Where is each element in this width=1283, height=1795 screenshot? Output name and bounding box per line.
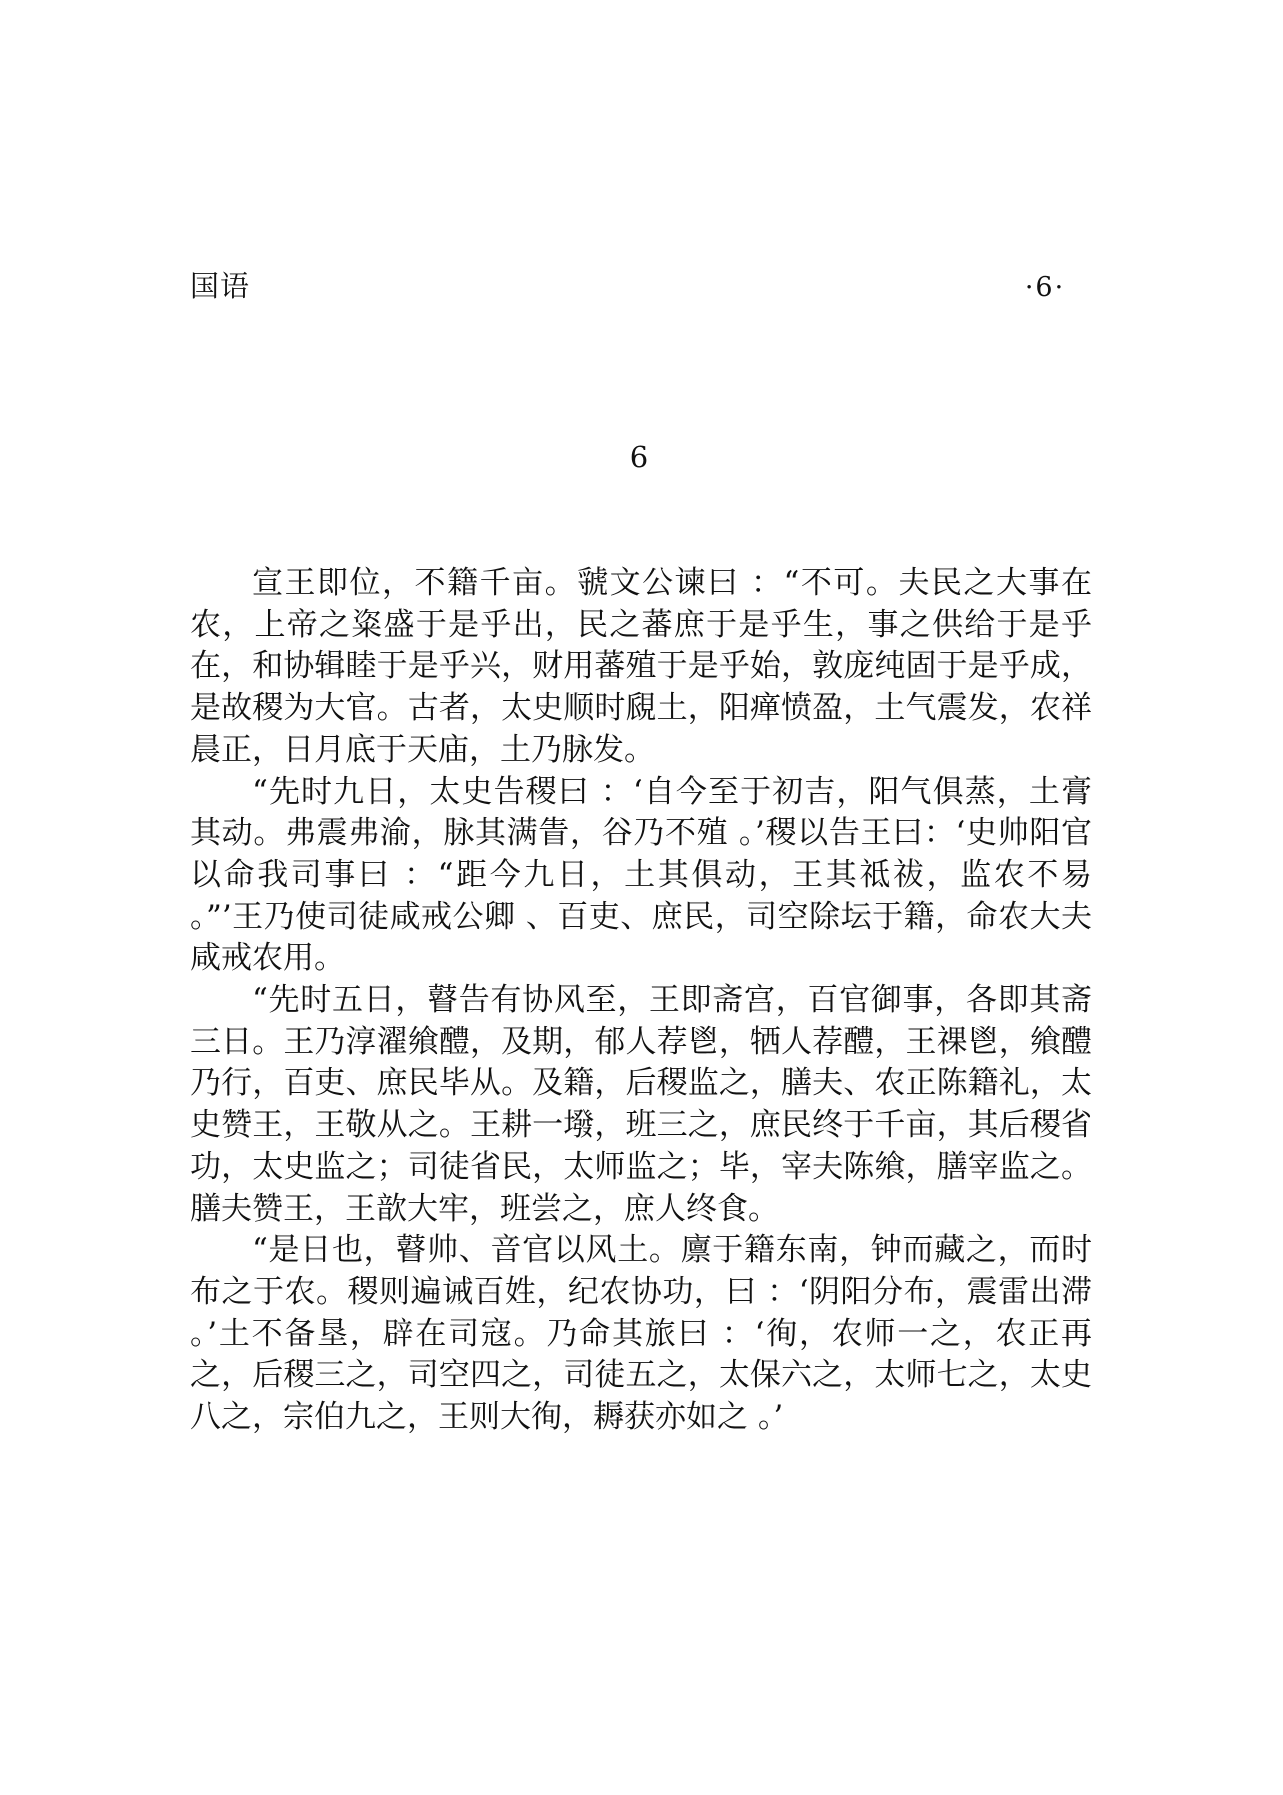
section-number: 6	[629, 440, 649, 474]
paragraph-1: 宣王即位，不籍千亩。虢文公谏曰 ：“不可。夫民之大事在农，上帝之粢盛于是乎出，民之蕃庶于是乎生，事之供给于是乎在，和协辑睦于是乎兴，财用蕃殖于是乎始，敦庞纯固于是乎成，是故稷为大官。古者，太史顺时覛土，阳瘅愤盈，土气震发，农祥晨正，日月底于天庙，土乃脉发。	[190, 565, 1092, 768]
book-title: 国语	[190, 269, 251, 303]
body-text	[190, 563, 1102, 1439]
paragraph-4: “是日也，瞽帅、音官以风土。廪于籍东南，钟而藏之，而时布之于农。稷则遍诫百姓，纪农协功，曰 ：‘阴阳分布，震雷出滞 。’土不备垦，辟在司寇。乃命其旅曰 ：‘徇，农师一之，农正再之，后稷三之，司空四之，司徒五之，太保六之，太师七之，太史八之，宗伯九之，王则大徇，耨获亦如之 。’	[190, 1232, 1102, 1436]
page-number-marker: ·6·	[1024, 272, 1066, 303]
paragraph-3: “先时五日，瞽告有协风至，王即斋宫，百官御事，各即其斋三日。王乃淳濯飨醴，及期，郁人荐鬯，牺人荐醴，王祼鬯，飨醴乃行，百吏、庶民毕从。及籍，后稷监之，膳夫、农正陈籍礼，太史赞王，王敬从之。王耕一墢，班三之，庶民终于千亩，其后稷省功，太史监之；司徒省民，太师监之；毕，宰夫陈飨，膳宰监之。膳夫赞王，王歆大牢，班尝之，庶人终食。	[190, 982, 1092, 1227]
paragraph-2: “先时九日，太史告稷曰 ：‘自今至于初吉，阳气俱蒸，土膏其动。弗震弗渝，脉其满眚，谷乃不殖 。’稷以告王曰：‘史帅阳官以命我司事曰 ：“距今九日，土其俱动，王其祗祓，监农不易 。”’王乃使司徒咸戒公卿 、百吏、庶民，司空除坛于籍，命农大夫咸戒农用。	[190, 773, 1102, 977]
